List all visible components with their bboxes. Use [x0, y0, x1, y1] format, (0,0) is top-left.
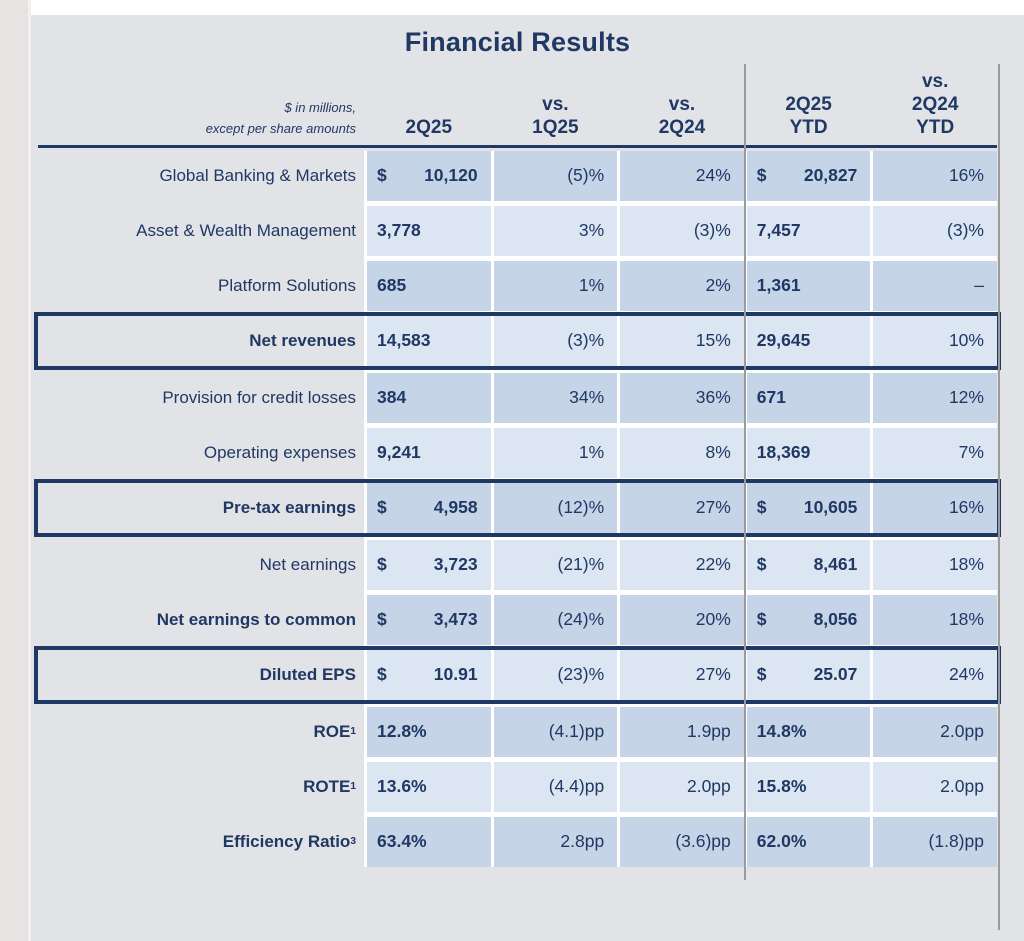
cell-vs-2q24 [620, 373, 744, 423]
cell-value: 1,361 [756, 275, 801, 296]
cell-vs-2q24-ytd [873, 707, 997, 757]
cell-value: (4.1)pp [548, 721, 605, 742]
cell-vs-2q24-ytd [873, 650, 997, 700]
cell-value: 18% [948, 554, 984, 575]
cell-2q25-ytd [747, 316, 871, 366]
cell-vs-2q24 [620, 151, 744, 201]
cell-value: (24)% [557, 609, 605, 630]
cell-value: 8% [705, 442, 731, 463]
row-label [38, 261, 364, 311]
dollar-sign: $ [756, 664, 767, 685]
column-header-vs-2q24 [620, 93, 744, 139]
cell-value: 9,241 [377, 442, 421, 463]
cell-value: 22% [695, 554, 731, 575]
cell-vs-2q24-ytd [873, 428, 997, 478]
table-row [38, 151, 997, 201]
column-header-2q25-ytd [747, 93, 871, 139]
row-label [38, 206, 364, 256]
cell-vs-1q25 [494, 261, 618, 311]
column-header-vs-2q24-ytd [873, 70, 997, 140]
cell-value: (3)% [693, 220, 731, 241]
cell-vs-1q25 [494, 151, 618, 201]
row-label [38, 483, 364, 533]
table-row [38, 428, 997, 478]
cell-value: 2.8pp [560, 831, 605, 852]
table-row [38, 595, 997, 645]
table-row [38, 540, 997, 590]
cell-value: 3% [578, 220, 605, 241]
cell-value: 63.4% [377, 831, 427, 852]
cell-2q25 [367, 650, 491, 700]
cell-vs-1q25 [494, 540, 618, 590]
cell-2q25 [367, 316, 491, 366]
column-header-line: YTD [916, 117, 955, 139]
cell-2q25 [367, 817, 491, 867]
column-header-line: YTD [789, 117, 828, 139]
cell-value: (3)% [947, 220, 984, 241]
units-note-line1: $ in millions, [284, 99, 356, 115]
cell-value: (12)% [557, 497, 605, 518]
ytd-section-divider-line [744, 64, 746, 880]
row-label-text: Efficiency Ratio [222, 831, 351, 851]
cell-value: (3.6)pp [675, 831, 731, 852]
cell-value: 7,457 [756, 220, 801, 241]
cell-value: 27% [695, 497, 731, 518]
dollar-sign: $ [377, 609, 387, 630]
cell-vs-1q25 [494, 316, 618, 366]
cell-vs-2q24 [620, 595, 744, 645]
table-right-border-line [998, 64, 1000, 930]
slide [31, 15, 1024, 941]
row-label [38, 650, 364, 700]
cell-vs-2q24-ytd [873, 595, 997, 645]
cell-vs-1q25 [494, 373, 618, 423]
cell-value: 8,056 [813, 609, 858, 630]
cell-2q25-ytd [747, 373, 871, 423]
cell-value: 16% [948, 497, 984, 518]
row-label [38, 595, 364, 645]
cell-value: 14.8% [756, 721, 807, 742]
cell-value: 25.07 [813, 664, 858, 685]
cell-2q25 [367, 428, 491, 478]
cell-value: 4,958 [433, 497, 478, 518]
cell-value: 34% [569, 387, 605, 408]
cell-value: (5)% [567, 165, 605, 186]
cell-value: 62.0% [756, 831, 807, 852]
table-row [38, 762, 997, 812]
cell-vs-1q25 [494, 817, 618, 867]
dollar-sign: $ [377, 497, 387, 518]
row-label-text: ROE [313, 721, 351, 741]
column-header-line: 2Q25 [785, 94, 832, 116]
cell-value: 16% [948, 165, 984, 186]
dollar-sign: $ [377, 165, 387, 186]
cell-value: 671 [756, 387, 786, 408]
cell-value: (4.4)pp [548, 776, 605, 797]
cell-2q25-ytd [747, 483, 871, 533]
cell-value: (23)% [557, 664, 605, 685]
cell-vs-2q24 [620, 762, 744, 812]
column-header-vs-1q25 [494, 93, 618, 139]
units-note [38, 98, 364, 140]
cell-vs-2q24-ytd [873, 817, 997, 867]
row-label-text: Asset & Wealth Management [136, 220, 356, 240]
cell-value: 27% [695, 664, 731, 685]
column-header-line: vs. [542, 94, 569, 116]
cell-value: 2.0pp [940, 776, 984, 797]
cell-value: 2.0pp [686, 776, 731, 797]
cell-value: 2.0pp [940, 721, 984, 742]
cell-2q25-ytd [747, 206, 871, 256]
row-label: ROE 1 [38, 707, 364, 757]
cell-vs-2q24-ytd [873, 540, 997, 590]
row-label-text: Net revenues [249, 330, 356, 350]
column-header-line: 2Q24 [911, 94, 959, 116]
cell-2q25-ytd [747, 817, 871, 867]
table-row [38, 483, 997, 533]
cell-2q25-ytd [747, 540, 871, 590]
cell-value: 3,723 [433, 554, 478, 575]
row-label-text: Operating expenses [203, 442, 356, 462]
cell-vs-2q24 [620, 540, 744, 590]
cell-2q25-ytd [747, 762, 871, 812]
row-label [38, 373, 364, 423]
cell-vs-1q25 [494, 483, 618, 533]
row-label-text: Net earnings to common [156, 609, 356, 629]
cell-2q25-ytd [747, 707, 871, 757]
cell-2q25 [367, 707, 491, 757]
cell-vs-2q24-ytd [873, 483, 997, 533]
cell-value: 20% [695, 609, 731, 630]
row-label-text: Global Banking & Markets [159, 165, 356, 185]
cell-2q25 [367, 595, 491, 645]
cell-value: 384 [377, 387, 407, 408]
table-row [38, 373, 997, 423]
cell-value: 24% [948, 664, 984, 685]
cell-value: 8,461 [813, 554, 858, 575]
cell-value: 20,827 [803, 165, 858, 186]
dollar-sign: $ [756, 609, 767, 630]
cell-2q25 [367, 762, 491, 812]
cell-value: 13.6% [377, 776, 427, 797]
cell-value: 12.8% [377, 721, 427, 742]
column-header-2q25 [367, 116, 491, 139]
cell-value: 1.9pp [686, 721, 731, 742]
row-label [38, 428, 364, 478]
cell-value: 24% [695, 165, 731, 186]
row-label-text: Pre-tax earnings [222, 497, 356, 517]
cell-2q25 [367, 206, 491, 256]
row-label: ROTE 1 [38, 762, 364, 812]
table-row [38, 707, 997, 757]
cell-vs-2q24 [620, 261, 744, 311]
cell-2q25-ytd [747, 428, 871, 478]
cell-vs-1q25 [494, 762, 618, 812]
cell-2q25-ytd [747, 595, 871, 645]
cell-value: 10,120 [424, 165, 478, 186]
cell-value: (1.8)pp [928, 831, 984, 852]
cell-vs-2q24-ytd [873, 151, 997, 201]
table-row [38, 206, 997, 256]
cell-value: 18% [948, 609, 984, 630]
cell-value: (21)% [557, 554, 605, 575]
cell-vs-2q24 [620, 483, 744, 533]
cell-vs-2q24-ytd [873, 316, 997, 366]
cell-value: (3)% [567, 330, 605, 351]
page-title: Financial Results [404, 27, 631, 57]
table-row [38, 316, 997, 366]
cell-2q25-ytd [747, 650, 871, 700]
cell-vs-2q24-ytd [873, 206, 997, 256]
cell-vs-2q24 [620, 817, 744, 867]
cell-vs-2q24 [620, 206, 744, 256]
left-gutter [0, 0, 28, 941]
cell-vs-1q25 [494, 428, 618, 478]
cell-value: 1% [578, 275, 605, 296]
cell-value: 1% [578, 442, 605, 463]
cell-vs-2q24 [620, 316, 744, 366]
cell-vs-2q24-ytd [873, 762, 997, 812]
row-label [38, 540, 364, 590]
cell-2q25-ytd [747, 151, 871, 201]
cell-value: 12% [948, 387, 984, 408]
row-label [38, 316, 364, 366]
table-row [38, 650, 997, 700]
top-margin-band [31, 0, 1024, 15]
dollar-sign: $ [756, 165, 767, 186]
cell-2q25 [367, 151, 491, 201]
row-label-text: Net earnings [259, 554, 356, 574]
cell-value: 29,645 [756, 330, 811, 351]
cell-value: 10.91 [433, 664, 478, 685]
row-label-text: Provision for credit losses [162, 387, 356, 407]
row-label-text: Platform Solutions [218, 275, 356, 295]
dollar-sign: $ [756, 497, 767, 518]
cell-value: 3,473 [433, 609, 478, 630]
row-label-text: Diluted EPS [259, 664, 356, 684]
cell-value: 7% [958, 442, 984, 463]
cell-value: 18,369 [756, 442, 811, 463]
cell-value: 3,778 [377, 220, 421, 241]
row-label: Efficiency Ratio 3 [38, 817, 364, 867]
cell-2q25 [367, 483, 491, 533]
cell-value: 2% [705, 275, 731, 296]
cell-value: 685 [377, 275, 407, 296]
cell-2q25 [367, 540, 491, 590]
column-header-line: 1Q25 [532, 117, 579, 139]
cell-vs-1q25 [494, 595, 618, 645]
cell-2q25 [367, 373, 491, 423]
cell-value: 14,583 [377, 330, 431, 351]
table-row [38, 817, 997, 867]
cell-vs-2q24-ytd [873, 373, 997, 423]
table-header-row [38, 70, 997, 148]
dollar-sign: $ [377, 664, 387, 685]
table-body [38, 151, 997, 867]
cell-vs-2q24-ytd [873, 261, 997, 311]
column-header-line: 2Q24 [658, 117, 706, 139]
cell-value: 15.8% [756, 776, 807, 797]
cell-2q25-ytd [747, 261, 871, 311]
column-header-line: 2Q25 [405, 117, 453, 139]
cell-value: 15% [695, 330, 731, 351]
cell-vs-1q25 [494, 707, 618, 757]
cell-value: 10,605 [803, 497, 858, 518]
dollar-sign: $ [377, 554, 387, 575]
row-label-text: ROTE [303, 776, 351, 796]
cell-value: – [974, 275, 984, 296]
row-label [38, 151, 364, 201]
cell-2q25 [367, 261, 491, 311]
cell-value: 36% [695, 387, 731, 408]
cell-vs-2q24 [620, 428, 744, 478]
column-header-line: vs. [668, 94, 696, 116]
financial-results-table [38, 70, 997, 867]
units-note-line2: except per share amounts [205, 120, 356, 136]
column-header-line: vs. [921, 71, 949, 92]
dollar-sign: $ [756, 554, 767, 575]
cell-value: 10% [948, 330, 984, 351]
cell-vs-1q25 [494, 206, 618, 256]
cell-vs-2q24 [620, 707, 744, 757]
cell-vs-1q25 [494, 650, 618, 700]
cell-vs-2q24 [620, 650, 744, 700]
table-row [38, 261, 997, 311]
